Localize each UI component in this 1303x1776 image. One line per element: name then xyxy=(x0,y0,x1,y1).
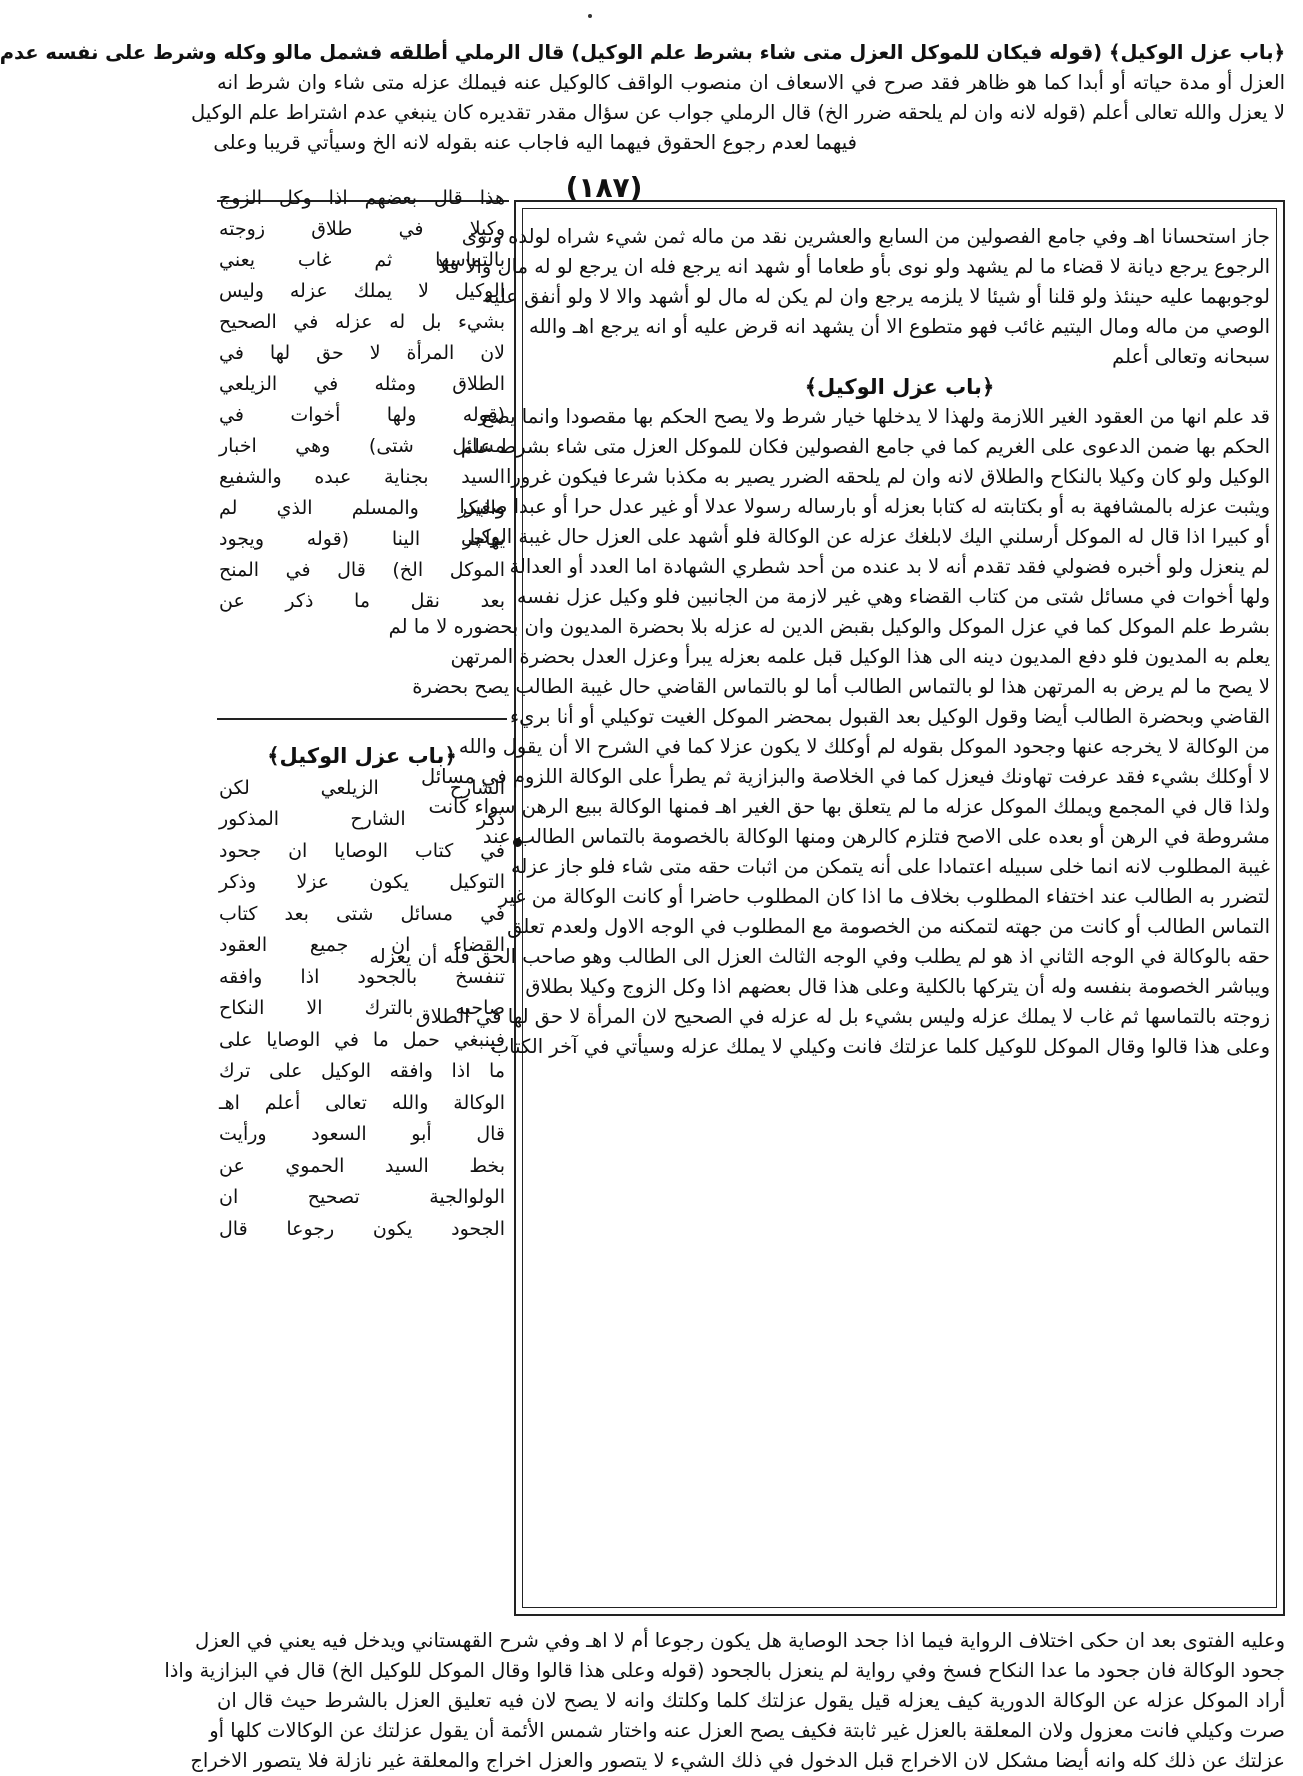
main-line: القاضي وبحضرة الطالب أيضا وقول الوكيل بعد القبول بمحضر الموكل الغيت توكيلي أو أنا بريء xyxy=(509,705,1270,728)
top-line-short: فيهما لعدم رجوع الحقوق فيهما اليه فاجاب عنه بقوله لانه الخ وسيأتي قريبا وعلى xyxy=(213,131,857,154)
main-line: الرجوع يرجع ديانة لا قضاء ما لم يشهد ولو نوى بأو طعاما أو شهد انه يرجع فله ان يرجع لو له مال والا فلا xyxy=(438,255,1270,278)
top-line: العزل أو مدة حياته أو أبدا كما هو ظاهر فقد صرح في الاسعاف ان منصوب الواقف كالوكيل عنه فيملك عزله متى شاء وان شرط انه xyxy=(217,71,1285,94)
side-line: الجحود يكون رجوعا قال xyxy=(219,1217,505,1240)
side-line: قال أبو السعود ورأيت xyxy=(219,1123,505,1145)
side-line: الموكل الخ) قال في المنح xyxy=(219,559,505,581)
top-line: ﴿باب عزل الوكيل﴾ (قوله فيكان للموكل العزل متى شاء بشرط علم الوكيل) قال الرملي أطلقه فشمل مالو وكله وشرط على نفسه عدم xyxy=(0,41,1285,64)
main-line: زوجته بالتماسها ثم غاب لا يملك عزله وليس بشيء بل له عزله في الصحيح لان المرأة لا حق لها في الطلاق xyxy=(415,1005,1270,1028)
side-line: وكيلا في طلاق زوجته xyxy=(219,218,505,240)
main-line: التماس الطالب أو كانت من جهته لتمكنه من الخصومة مع المطلوب في الوجه الاول ولعدم تعلق xyxy=(507,915,1270,938)
main-line: بشرط علم الموكل كما في عزل الموكل والوكيل بقبض الدين له عزله بلا بحضرة المديون وان بحضوره لا ما لم xyxy=(388,615,1270,638)
side-line: بشيء بل له عزله في الصحيح xyxy=(219,311,505,333)
side-line: فينبغي حمل ما في الوصايا على xyxy=(219,1028,505,1051)
main-line: يعلم به المديون فلو دفع المديون دينه الى هذا الوكيل قبل علمه بعزله يبرأ وعزل العدل بحضرة المرتهن xyxy=(450,645,1270,668)
main-line: الوكيل ولو كان وكيلا بالنكاح والطلاق لانه وان لم يلحقه الضرر يصير به مكذبا شرعا فيكون غرورا xyxy=(505,465,1270,488)
bottom-line: عزلتك عن ذلك كله وانه أيضا مشكل لان الاخراج قبل الدخول في ذلك الشيء لا يتصور والعزل اخراج والمعلقة غير نازلة فلا يتصور الاخراج xyxy=(190,1749,1285,1772)
side-heading: ﴿باب عزل الوكيل﴾ xyxy=(267,744,457,768)
main-line: الوصي من ماله ومال اليتيم غائب فهو متطوع الا أن يشهد انه قرض عليه أو انه يرجع اهـ والله xyxy=(529,315,1270,338)
side-line: صاحبه بالترك الا النكاح xyxy=(219,997,505,1019)
bottom-line: صرت وكيلي فانت معزول ولان المعلقة بالعزل غير ثابتة فكيف يصح العزل عنه واختار شمس الأئمة أن يقول عزلتك عن الوكالات كلها أو xyxy=(209,1719,1285,1742)
side-divider xyxy=(217,718,507,720)
main-line: لم ينعزل ولو أخبره فضولي فقد تقدم أنه لا بد عنده من أحد شطري الشهادة اما العدد أو العدالة xyxy=(509,555,1270,578)
side-line: القضاء ان جميع العقود xyxy=(219,934,505,956)
main-line: جاز استحسانا اهـ وفي جامع الفصولين من السابع والعشرين نقد من ماله ثمن شيء شراه لولده ونوى xyxy=(461,225,1270,248)
side-line: الطلاق ومثله في الزيلعي xyxy=(219,373,505,395)
side-line: لان المرأة لا حق لها في xyxy=(219,342,505,364)
main-line: قد علم انها من العقود الغير اللازمة ولهذا لا يدخلها خيار شرط ولا يصح الحكم بها مقصودا وانما يصح xyxy=(480,405,1270,428)
side-line: (قوله ولها أخوات في xyxy=(219,404,505,426)
side-line: بعد نقل ما ذكر عن xyxy=(219,590,505,612)
bottom-commentary xyxy=(164,1626,1285,1776)
main-line: لتضرر به الطالب عند اختفاء المطلوب بخلاف ما اذا كان المطلوب حاضرا أو كانت الوكالة من غير xyxy=(498,885,1270,908)
side-line: الوكالة والله تعالى أعلم اهـ xyxy=(219,1091,505,1114)
main-line: ويباشر الخصومة بنفسه وله أن يتركها بالكلية وعلى هذا قال بعضهم اذا وكل الزوج وكيلا بطلاق xyxy=(525,975,1270,998)
top-line: لا يعزل والله تعالى أعلم (قوله لانه وان لم يلحقه ضرر الخ) قال الرملي جواب عن سؤال مقدر تقديره كان ينبغي عدم اشتراط علم الوكيل xyxy=(191,101,1285,124)
scan-mark xyxy=(588,14,592,18)
main-line: لا يصح ما لم يرض به المرتهن هذا لو بالتماس الطالب أما لو بالتماس القاضي حال غيبة الطالب يصح بحضرة xyxy=(412,675,1270,698)
main-line: الحكم بها ضمن الدعوى على الغريم كما في جامع الفصولين فكان للموكل العزل متى شاء بشرط علم xyxy=(460,435,1270,458)
bottom-line: جحود الوكالة فان جحود ما عدا النكاح فسخ وفي رواية لم ينعزل بالجحود (قوله وعلى هذا قالوا وقال الموكل للوكيل الخ) قال في البزازية واذا xyxy=(164,1659,1285,1682)
bottom-line: أراد الموكل عزله عن الوكالة الدورية كيف يعزله قيل يقول عزلتك كلما وكلتك وانه لا يصح لان فيه تعليق العزل بالشرط حيث قال ان xyxy=(217,1689,1285,1712)
side-line: ما اذا وافقه الوكيل على ترك xyxy=(219,1060,505,1082)
main-line: مشروطة في الرهن أو بعده على الاصح فتلزم كالرهن ومنها الوكالة بالخصومة بالتماس الطالب عند xyxy=(482,825,1270,848)
side-line: تنفسخ بالجحود اذا وافقه xyxy=(219,965,505,988)
main-line: أو كبيرا اذا قال له الموكل أرسلني اليك لابلغك عزله عن الوكالة فلو أشهد على العزل حال غيبة الوكيل xyxy=(460,525,1270,548)
top-commentary xyxy=(0,38,1285,158)
bottom-line: وعليه الفتوى بعد ان حكى اختلاف الرواية فيما اذا جحد الوصاية هل يكون رجوعا أم لا اهـ وفي شرح القهستاني ويدخل فيه يعني في العزل xyxy=(195,1629,1285,1652)
side-line: بخط السيد الحموي عن xyxy=(219,1154,505,1177)
main-line: سبحانه وتعالى أعلم xyxy=(1112,345,1270,368)
side-line: يهاجر الينا (قوله ويجود xyxy=(219,528,505,550)
main-line: ولذا قال في المجمع ويملك الموكل عزله ما لم يتعلق بها حق الغير اهـ فمنها الوكالة ببيع الرهن سواء كانت xyxy=(428,795,1270,818)
side-line: في مسائل شتى بعد كتاب xyxy=(219,902,505,925)
main-line: ولها أخوات في مسائل شتى من كتاب القضاء وهي غير لازمة من الجانبين فلو وكيل عزل نفسه xyxy=(516,585,1270,608)
side-line: الولوالجية تصحيح ان xyxy=(219,1186,505,1208)
main-line: لا أوكلك بشيء فقد عرفت تهاونك فيعزل كما في الخلاصة والبزازية ثم يطرأ على الوكالة اللزوم في مسائل xyxy=(420,765,1270,788)
side-line: الشارح الزيلعي لكن xyxy=(219,776,505,799)
side-line: ذكر الشارح المذكور xyxy=(219,808,505,830)
main-line: ويثبت عزله بالمشافهة به أو بكتابته له كتابا بعزله أو بارساله رسولا عدلا أو غير عدل حرا أو عبدا صغيرا xyxy=(459,495,1270,518)
side-line: والبكر والمسلم الذي لم xyxy=(219,497,505,519)
main-line: حقه بالوكالة في الوجه الثاني اذ هو لم يطلب وفي الوجه الثالث العزل الى الطالب وهو صاحب الحق فله أن يعزله xyxy=(369,945,1270,968)
chapter-heading: ﴿باب عزل الوكيل﴾ xyxy=(804,375,995,399)
main-line: من الوكالة لا يخرجه عنها وجحود الموكل بقوله لم أوكلك لا يكون عزلا كما في الشرح الا أن يقول والله xyxy=(458,735,1270,758)
side-line: في كتاب الوصايا ان جحود xyxy=(219,839,505,862)
main-line: غيبة المطلوب لانه انما خلى سبيله اعتمادا على أنه يتمكن من اثبات حقه متى شاء فلو جاز عزله xyxy=(510,855,1270,878)
side-line: الوكيل لا يملك عزله وليس xyxy=(219,280,505,302)
main-line: وعلى هذا قالوا وقال الموكل للوكيل كلما عزلتك فانت وكيلي لا يملك عزله وسيأتي في آخر الكتاب xyxy=(490,1035,1270,1058)
side-line: السيد بجناية عبده والشفيع xyxy=(219,466,505,488)
side-line: هذا قال بعضهم اذا وكل الزوج xyxy=(219,187,505,209)
main-line: لوجوبهما عليه حينئذ ولو قلنا أو شيئا لا يلزمه يرجع وان لم يكن له مال لو أشهد والا لا ولو أنفق عليه xyxy=(483,285,1270,308)
side-line: بالتماسها ثم غاب يعني xyxy=(219,249,505,271)
side-line: مسائل شتى) وهي اخبار xyxy=(219,435,505,457)
main-text xyxy=(369,222,1270,1062)
side-line: التوكيل يكون عزلا وذكر xyxy=(219,871,505,893)
page-number: (١٨٧) xyxy=(565,171,643,204)
